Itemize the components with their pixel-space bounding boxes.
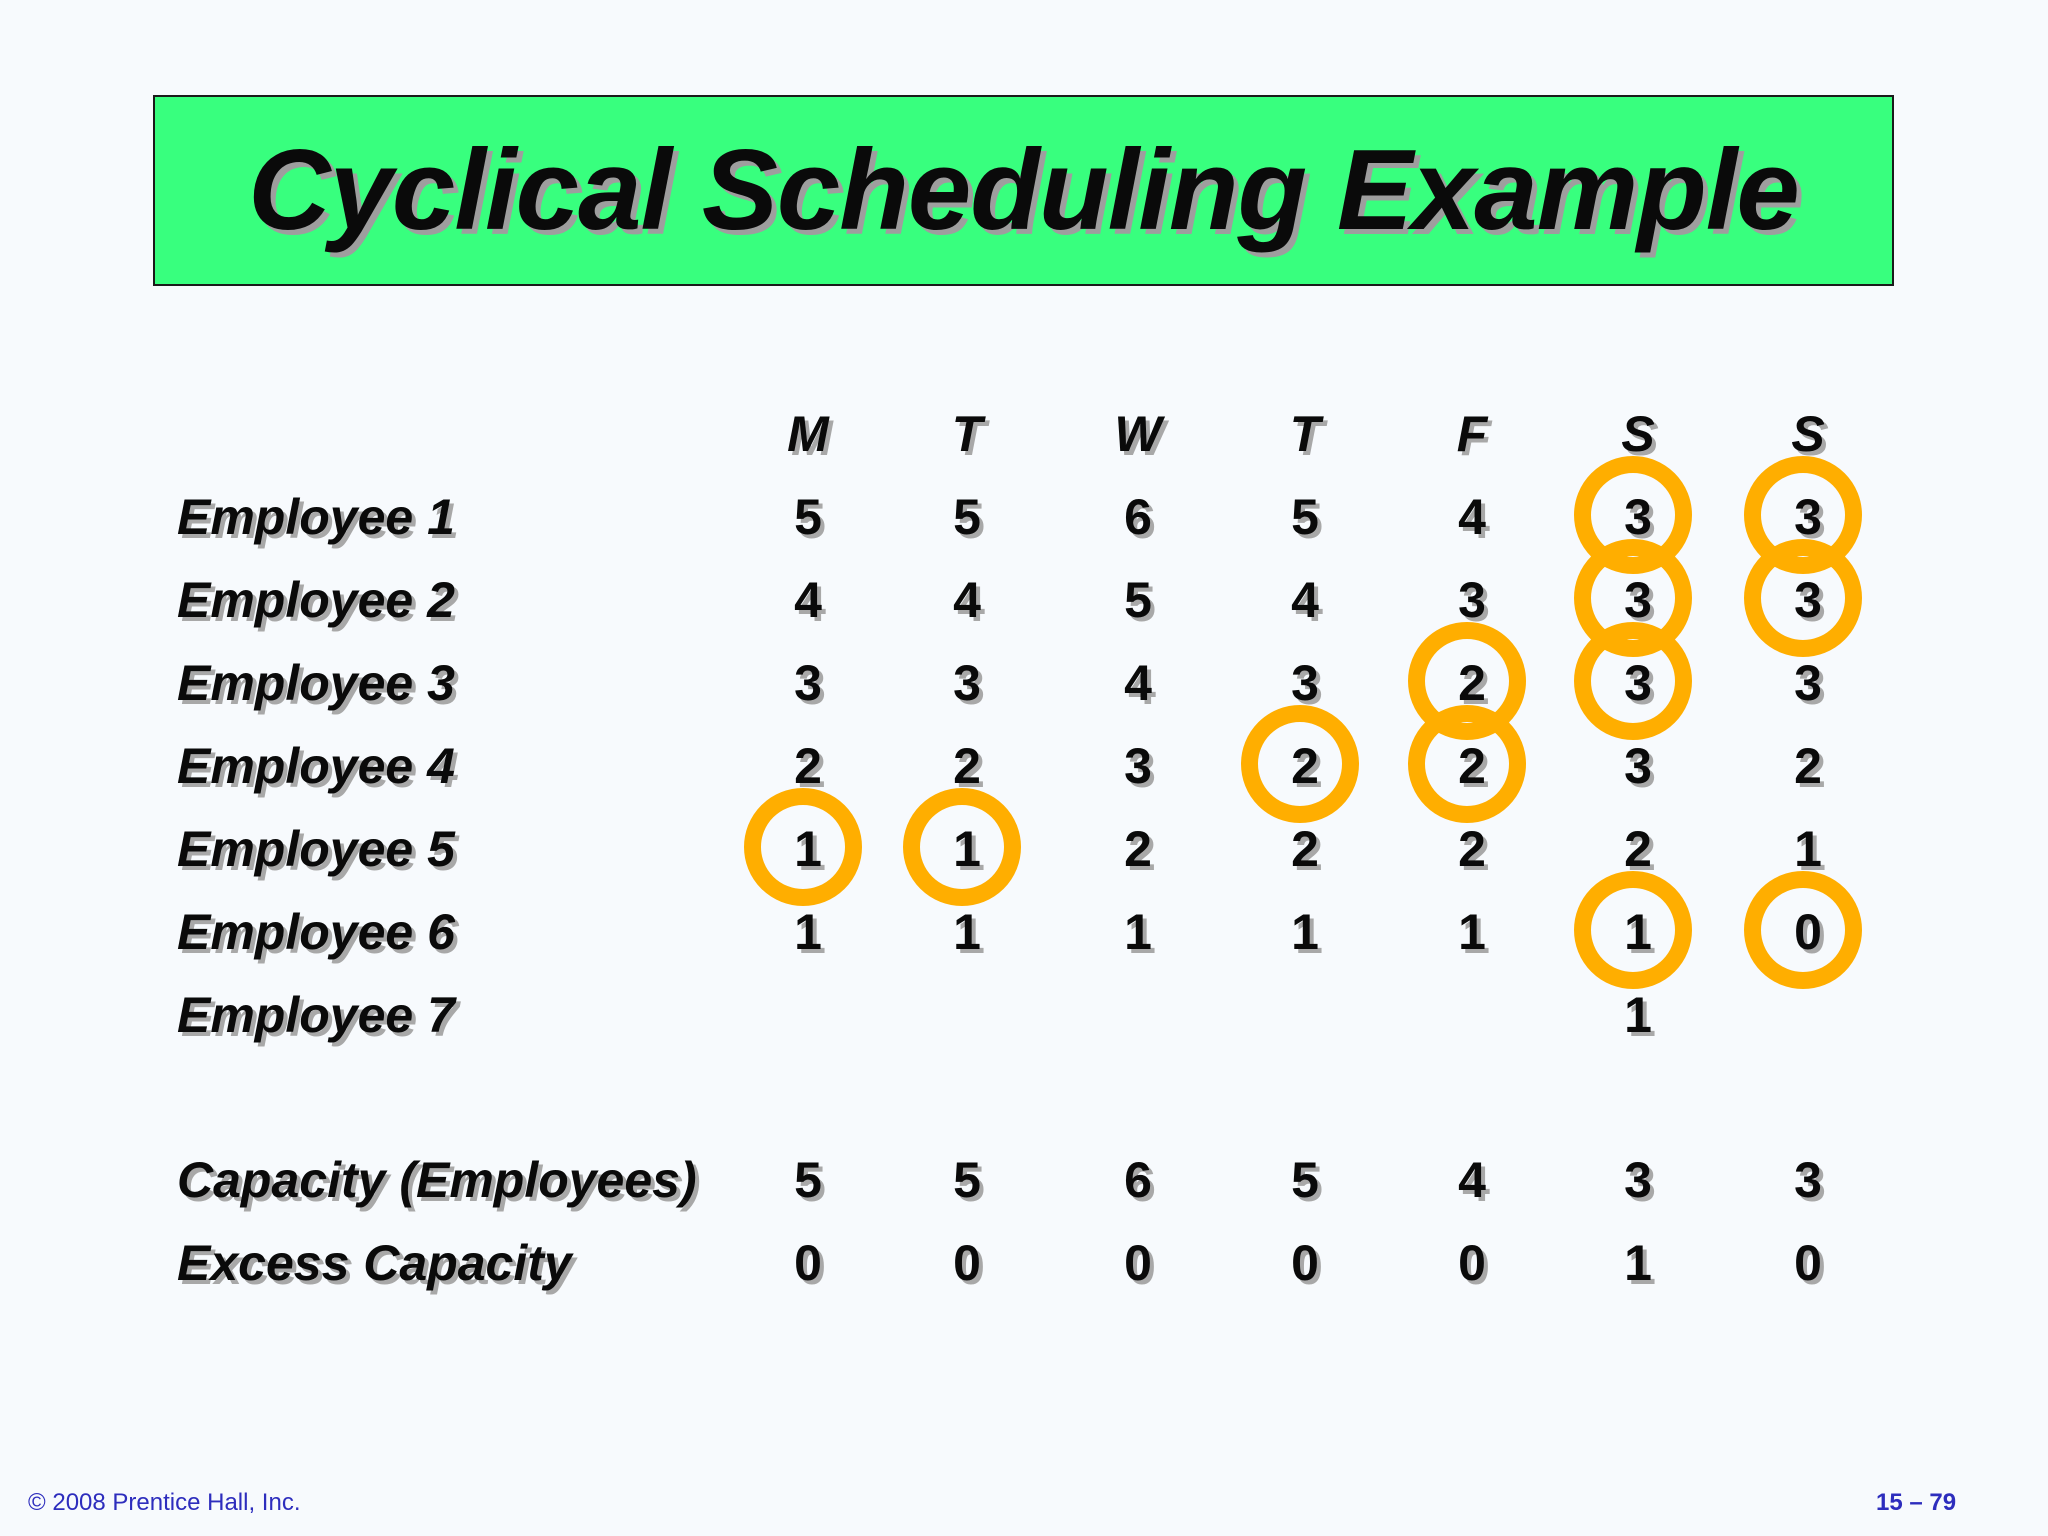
cell-value: 2 [953,738,981,794]
cell-value: 3 [1794,489,1822,545]
summary-value: 5 [1291,1152,1319,1208]
day-header: W [1114,406,1162,462]
page-number: 15 – 79 [1876,1489,1957,1516]
summary-value: 0 [1458,1235,1486,1291]
cell-value: 3 [1291,655,1319,711]
cell-value: 2 [1291,738,1319,794]
cell-value: 6 [1124,489,1152,545]
cell-value: 4 [953,572,981,628]
summary-value: 6 [1124,1152,1152,1208]
day-header: F [1456,406,1488,462]
cell-value: 5 [953,489,981,545]
cell-value: 1 [953,904,981,960]
cell-value: 1 [1624,987,1652,1043]
summary-value: 5 [794,1152,822,1208]
cell-value: 1 [1794,821,1822,877]
cell-value: 4 [1124,655,1152,711]
row-label: Employee 4 [177,738,455,794]
summary-value: 5 [953,1152,981,1208]
copyright-footer: © 2008 Prentice Hall, Inc. [28,1489,301,1516]
summary-value: 0 [1124,1235,1152,1291]
row-label: Employee 5 [177,821,455,877]
summary-value: 0 [1291,1235,1319,1291]
cell-value: 2 [1794,738,1822,794]
cell-value: 3 [1794,655,1822,711]
cell-value: 4 [1458,489,1486,545]
summary-value: 0 [953,1235,981,1291]
summary-value: 0 [1794,1235,1822,1291]
cell-value: 1 [1458,904,1486,960]
row-label: Employee 7 [177,987,455,1043]
cell-value: 3 [1624,489,1652,545]
summary-label: Excess Capacity [177,1235,572,1291]
day-header: T [951,406,983,462]
cell-value: 5 [1124,572,1152,628]
cell-value: 1 [794,904,822,960]
cell-value: 1 [1124,904,1152,960]
cell-value: 2 [1624,821,1652,877]
cell-value: 3 [1624,572,1652,628]
cell-value: 3 [1624,738,1652,794]
cell-value: 3 [1458,572,1486,628]
cell-value: 1 [1624,904,1652,960]
row-label: Employee 1 [177,489,455,545]
cell-value: 3 [794,655,822,711]
day-header: S [1621,406,1655,462]
summary-value: 4 [1458,1152,1486,1208]
cell-value: 3 [1794,572,1822,628]
cell-value: 1 [794,821,822,877]
summary-label: Capacity (Employees) [177,1152,697,1208]
row-label: Employee 6 [177,904,455,960]
cell-value: 5 [1291,489,1319,545]
cell-value: 2 [1458,738,1486,794]
row-label: Employee 3 [177,655,455,711]
cell-value: 4 [794,572,822,628]
summary-value: 0 [794,1235,822,1291]
cell-value: 1 [1291,904,1319,960]
cell-value: 2 [1291,821,1319,877]
cell-value: 2 [1124,821,1152,877]
title-banner [153,95,1894,286]
day-header: M [787,406,829,462]
cell-value: 1 [953,821,981,877]
cell-value: 0 [1794,904,1822,960]
cell-value: 3 [953,655,981,711]
cell-value: 2 [1458,655,1486,711]
summary-value: 3 [1794,1152,1822,1208]
summary-value: 1 [1624,1235,1652,1291]
slide-title: Cyclical Scheduling Example [248,127,1799,254]
cell-value: 5 [794,489,822,545]
day-header: T [1289,406,1321,462]
summary-value: 3 [1624,1152,1652,1208]
cell-value: 2 [1458,821,1486,877]
cell-value: 3 [1624,655,1652,711]
cell-value: 3 [1124,738,1152,794]
cell-value: 4 [1291,572,1319,628]
day-header: S [1791,406,1825,462]
cell-value: 2 [794,738,822,794]
row-label: Employee 2 [177,572,455,628]
